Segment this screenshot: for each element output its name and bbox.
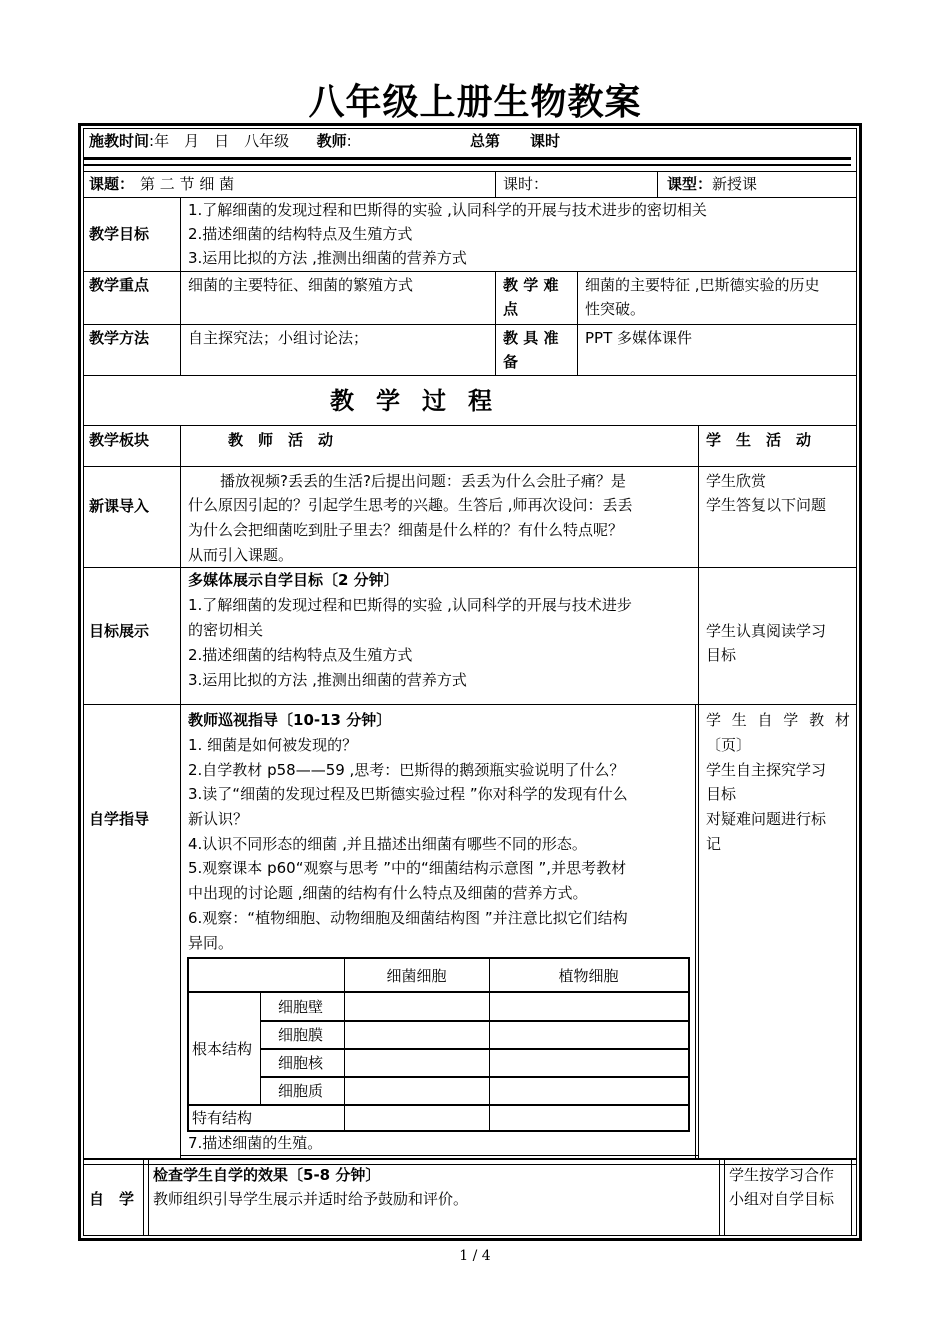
topic-label: 课题： <box>89 175 135 193</box>
goal-item: 1.了解细菌的发现过程和巴斯得的实验 ,认同科学的开展与技术进步的密切相关 <box>188 201 707 219</box>
check-line: 教师组织引导学生展示并适时给予鼓励和评价。 <box>153 1190 469 1208</box>
rule <box>657 171 658 197</box>
time-row <box>89 129 352 154</box>
rule <box>83 164 851 166</box>
rule <box>83 704 857 705</box>
selfstudy-line: 7.描述细菌的生殖。 <box>188 1134 323 1152</box>
topic-value: 第 二 节 细 菌 <box>140 175 235 193</box>
rule <box>260 1048 688 1050</box>
rule <box>143 1160 144 1236</box>
selfstudy-line: 新认识？ <box>188 810 249 828</box>
check-student: 小组对自学目标 <box>729 1190 835 1208</box>
rule <box>695 704 696 1158</box>
lesson-type <box>667 172 757 197</box>
intro-line: 播放视频?丢丢的生活?后提出问题：丢丢为什么会肚子痛？是 <box>220 472 626 490</box>
total-periods: 总第 课时 <box>470 132 561 150</box>
teacher-label: 教师 <box>316 132 347 150</box>
rule <box>698 425 699 1158</box>
target-student: 学生认真阅读学习 <box>706 622 827 640</box>
goal-item: 3.运用比拟的方法 ,推测出细菌的营养方式 <box>188 249 467 267</box>
target-line: 的密切相关 <box>188 621 264 639</box>
tools-label: 教 具 准 <box>503 329 559 347</box>
method-label: 教学方法 <box>89 329 150 347</box>
rule <box>495 271 496 375</box>
process-title: 教学过程 <box>330 387 514 415</box>
rule <box>180 425 181 1158</box>
row-label: 细胞壁 <box>278 998 324 1016</box>
type-label: 课型： <box>667 175 713 193</box>
method-value: 自主探究法；小组讨论法； <box>188 329 369 347</box>
rule <box>83 1158 857 1160</box>
target-heading: 多媒体展示自学目标〔2 分钟〕 <box>188 571 399 589</box>
target-line: 3.运用比拟的方法 ,推测出细菌的营养方式 <box>188 671 467 689</box>
check-label: 自 学 <box>89 1190 135 1208</box>
target-student: 目标 <box>706 646 737 664</box>
col-header-plant: 植物细胞 <box>558 967 619 985</box>
selfstudy-student: 记 <box>706 835 722 853</box>
selfstudy-student: 对疑难问题进行标 <box>706 810 827 828</box>
intro-student: 学生欣赏 <box>706 472 767 490</box>
group-label: 根本结构 <box>192 1040 253 1058</box>
intro-line: 什么原因引起的？引起学生思考的兴趣。生答后 ,师再次设问：丢丢 <box>188 496 633 514</box>
teacher-value: : <box>346 132 352 150</box>
difficulty-label: 教 学 难 <box>503 276 559 294</box>
rule <box>180 197 181 375</box>
col-header-bacteria: 细菌细胞 <box>386 967 447 985</box>
col-block: 教学板块 <box>89 431 150 449</box>
selfstudy-student: 〔页〕 <box>706 736 752 754</box>
topic-row <box>89 172 234 197</box>
selfstudy-line: 3.读了“细菌的发现过程及巴斯德实验过程 ”你对科学的发现有什么 <box>188 785 628 803</box>
difficulty-value: 性突破。 <box>585 300 646 318</box>
rule <box>83 157 851 160</box>
rule <box>260 1076 688 1078</box>
selfstudy-line: 2.自学教材 p58——59 ,思考：巴斯得的鹅颈瓶实验说明了什么？ <box>188 761 625 779</box>
rule <box>83 375 857 376</box>
rule <box>148 1160 149 1236</box>
tools-value: PPT 多媒体课件 <box>585 329 693 347</box>
row-label: 细胞质 <box>278 1082 324 1100</box>
focus-value: 细菌的主要特征、细菌的繁殖方式 <box>188 276 414 294</box>
selfstudy-line: 1. 细菌是如何被发现的？ <box>188 736 358 754</box>
selfstudy-line: 6.观察：“植物细胞、动物细胞及细菌结构图 ”并注意比拟它们结构 <box>188 909 628 927</box>
time-label: 施教时间 <box>89 132 150 150</box>
goals-label: 教学目标 <box>89 225 150 243</box>
period-label: 课时： <box>503 175 549 193</box>
intro-line: 从而引入课题。 <box>188 546 294 564</box>
selfstudy-student: 学 生 自 学 教 材 <box>706 711 853 729</box>
selfstudy-student: 学生自主探究学习 <box>706 761 827 779</box>
rule <box>724 1160 725 1236</box>
check-heading: 检查学生自学的效果〔5-8 分钟〕 <box>153 1166 381 1184</box>
selfstudy-line: 中出现的讨论题 ,细菌的结构有什么特点及细菌的营养方式。 <box>188 884 588 902</box>
selfstudy-heading: 教师巡视指导〔10-13 分钟〕 <box>188 711 392 729</box>
intro-student: 学生答复以下问题 <box>706 496 827 514</box>
focus-label: 教学重点 <box>89 276 150 294</box>
intro-line: 为什么会把细菌吃到肚子里去？细菌是什么样的？有什么特点呢？ <box>188 521 624 539</box>
difficulty-label: 点 <box>503 300 519 318</box>
selfstudy-line: 4.认识不同形态的细菌 ,并且描述出细菌有哪些不同的形态。 <box>188 835 587 853</box>
selfstudy-label: 自学指导 <box>89 810 150 828</box>
rule <box>83 466 857 467</box>
page-number: 1 / 4 <box>459 1248 491 1264</box>
target-label: 目标展示 <box>89 622 150 640</box>
document-title: 八年级上册生物教案 <box>308 82 642 123</box>
target-line: 2.描述细菌的结构特点及生殖方式 <box>188 646 413 664</box>
col-teacher: 教 师 活 动 <box>228 431 334 449</box>
rule <box>719 1160 720 1236</box>
goal-item: 2.描述细菌的结构特点及生殖方式 <box>188 225 413 243</box>
rule <box>495 171 496 197</box>
compare-table <box>187 957 690 1132</box>
time-value: :年 月 日 八年级 <box>149 132 290 150</box>
intro-label: 新课导入 <box>89 497 150 515</box>
col-student: 学 生 活 动 <box>706 431 812 449</box>
selfstudy-student: 目标 <box>706 785 737 803</box>
difficulty-value: 细菌的主要特征 ,巴斯德实验的历史 <box>585 276 820 294</box>
selfstudy-line: 5.观察课本 p60“观察与思考 ”中的“细菌结构示意图 ”,并思考教材 <box>188 859 627 877</box>
rule <box>260 1020 688 1022</box>
check-student: 学生按学习合作 <box>729 1166 835 1184</box>
special-label: 特有结构 <box>192 1109 253 1127</box>
type-value: 新授课 <box>712 175 758 193</box>
rule <box>83 271 857 272</box>
row-label: 细胞核 <box>278 1054 324 1072</box>
rule <box>83 425 857 426</box>
tools-label: 备 <box>503 353 519 371</box>
rule <box>83 324 857 325</box>
rule <box>577 271 578 375</box>
rule <box>851 1160 852 1236</box>
target-line: 1.了解细菌的发现过程和巴斯得的实验 ,认同科学的开展与技术进步 <box>188 596 632 614</box>
rule <box>189 991 688 993</box>
row-label: 细胞膜 <box>278 1026 324 1044</box>
selfstudy-line: 异同。 <box>188 934 234 952</box>
rule <box>189 1104 688 1106</box>
